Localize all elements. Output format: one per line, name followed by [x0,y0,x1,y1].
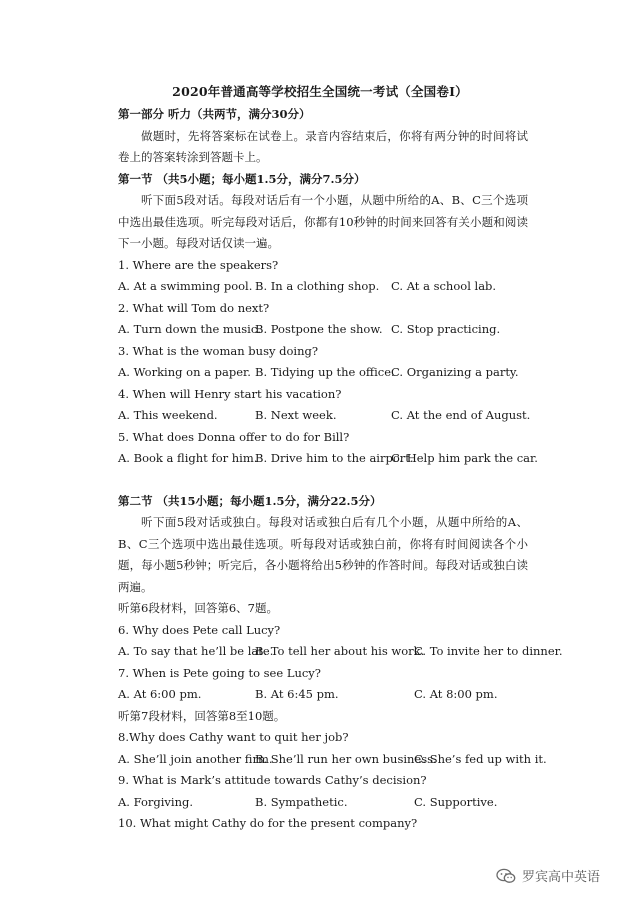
question-5: 5. What does Donna offer to do for Bill? [118,429,350,444]
question-7: 7. When is Pete going to see Lucy? [118,665,321,680]
option-c: C. Stop practicing. [391,322,501,336]
option-c: C. Help him park the car. [391,451,538,465]
question-3: 3. What is the woman busy doing? [118,343,319,358]
question-3-options [118,362,528,384]
question-5-options [118,448,538,470]
option-a: A. At a swimming pool. [118,279,253,293]
option-a: A. This weekend. [118,408,218,422]
option-c: C. At a school lab. [391,279,497,293]
option-b: B. She’ll run her own business. [255,751,437,766]
option-c: C. At 8:00 pm. [414,687,498,701]
option-b: B. At 6:45 pm. [255,687,339,701]
part1-instruction: 做题时，先将答案标在试卷上。录音内容结束后，你将有两分钟的时间将试卷上的答案转涂到答题卡上。 [118,128,528,164]
option-b: B. Drive him to the airport. [255,451,414,465]
section2-heading: 第二节 （共15小题；每小题1.5分，满分22.5分） [118,493,382,508]
option-b: B. In a clothing shop. [255,279,380,293]
question-1-options [118,276,528,298]
section1-instruction: 听下面5段对话。每段对话后有一个小题，从题中所给的A、B、C三个选项中选出最佳选项。听完每段对话后，你都有10秒钟的时间来回答有关小题和阅读下一小题。每段对话仅读一遍。 [118,193,528,250]
option-c: C. Organizing a party. [391,365,519,379]
question-8: 8.Why does Cathy want to quit her job? [118,730,349,744]
question-10: 10. What might Cathy do for the present company? [118,816,418,830]
question-2-options [118,319,528,341]
option-b: B. Sympathetic. [255,794,348,809]
material-6-note: 听第6段材料，回答第6、7题。 [118,601,278,615]
question-8-options [118,749,547,771]
option-a: A. To say that he’ll be late. [118,644,274,658]
question-9-options [118,792,528,814]
question-2: 2. What will Tom do next? [118,300,270,315]
option-a: A. Working on a paper. [118,365,251,379]
option-b: B. Next week. [255,408,337,422]
option-c: C. At the end of August. [391,408,531,422]
option-a: A. Turn down the music. [118,322,261,336]
option-b: B. Tidying up the office. [255,365,395,379]
exam-content [118,104,563,835]
watermark [496,866,600,885]
part1-heading: 第一部分 听力（共两节，满分30分） [118,107,311,121]
wechat-icon [496,868,516,884]
option-b: B. Postpone the show. [255,322,383,336]
section2-instruction: 听下面5段对话或独白。每段对话或独白后有几个小题，从题中所给的A、B、C三个选项中选出最佳选项。听每段对话或独白前，你将有时间阅读各个小题，每小题5秒钟；听完后，各小题将给出5秒钟的作答时间。每段对话或独白读两遍。 [118,515,528,594]
option-a: A. Book a flight for him. [118,451,258,465]
section-spacer [118,470,528,491]
option-a: A. She’ll join another firm. [118,751,273,766]
question-7-options [118,684,528,706]
option-a: A. Forgiving. [118,794,194,809]
question-4-options [118,405,531,427]
question-6: 6. Why does Pete call Lucy? [118,622,281,637]
question-1: 1. Where are the speakers? [118,257,279,272]
question-9: 9. What is Mark’s attitude towards Cathy’s decision? [118,773,427,787]
option-a: A. At 6:00 pm. [118,687,202,701]
question-6-options [118,641,563,663]
section1-heading: 第一节 （共5小题；每小题1.5分，满分7.5分） [118,171,366,186]
watermark-text: 罗宾高中英语 [522,870,601,885]
material-7-note: 听第7段材料，回答第8至10题。 [118,708,286,723]
option-c: C. Supportive. [414,794,498,809]
question-4: 4. When will Henry start his vacation? [118,386,342,401]
option-c: C. To invite her to dinner. [414,644,563,658]
option-b: B. To tell her about his work. [255,644,425,658]
option-c: C. She’s fed up with it. [414,751,547,766]
exam-title: 2020年普通高等学校招生全国统一考试（全国卷I） [172,84,468,99]
